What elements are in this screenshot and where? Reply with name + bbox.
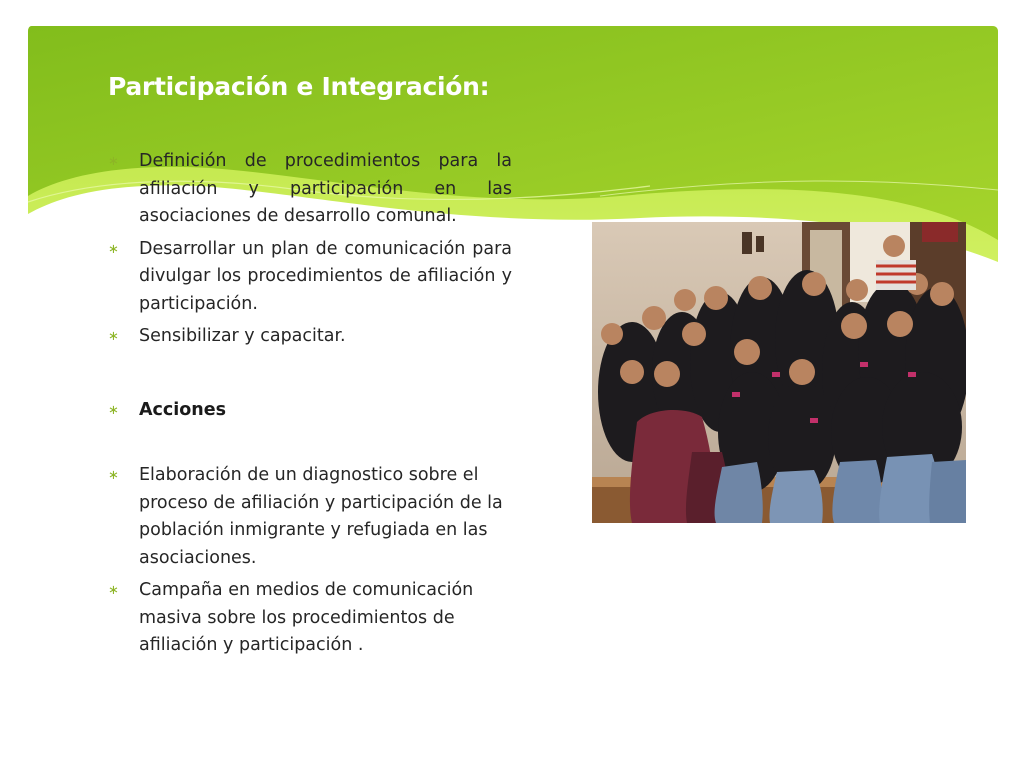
bullet-asterisk-icon: ∗ <box>108 154 119 169</box>
list-item <box>108 462 512 572</box>
list-item <box>108 148 512 231</box>
list-item <box>108 577 512 660</box>
group-photo <box>592 222 966 523</box>
bullet-asterisk-icon: ∗ <box>108 583 119 598</box>
bullet-asterisk-icon: ∗ <box>108 329 119 344</box>
list-item <box>108 323 512 351</box>
list-item-text: Desarrollar un plan de comunicación para divulgar los procedimientos de afiliación y participación. <box>139 238 512 314</box>
list-item-text: Definición de procedimientos para la afiliación y participación en las asociaciones de desarrollo comunal. <box>139 151 512 226</box>
actions-list <box>108 462 512 665</box>
list-item <box>108 397 512 425</box>
bullet-asterisk-icon: ∗ <box>108 403 119 418</box>
list-item-text: Elaboración de un diagnostico sobre el proceso de afiliación y participación de la población inmigrante y refugiada en las asociaciones. <box>139 465 503 568</box>
slide-title: Participación e Integración: <box>108 72 490 101</box>
list-item-text: Campaña en medios de comunicación masiva sobre los procedimientos de afiliación y participación . <box>139 580 474 655</box>
bullet-asterisk-icon: ∗ <box>108 468 119 483</box>
list-item <box>108 236 512 319</box>
objectives-list <box>108 148 512 356</box>
bullet-asterisk-icon: ∗ <box>108 241 119 257</box>
list-item-text: Sensibilizar y capacitar. <box>139 326 346 346</box>
section-heading: Acciones <box>139 400 227 420</box>
section-heading-list <box>108 397 512 425</box>
